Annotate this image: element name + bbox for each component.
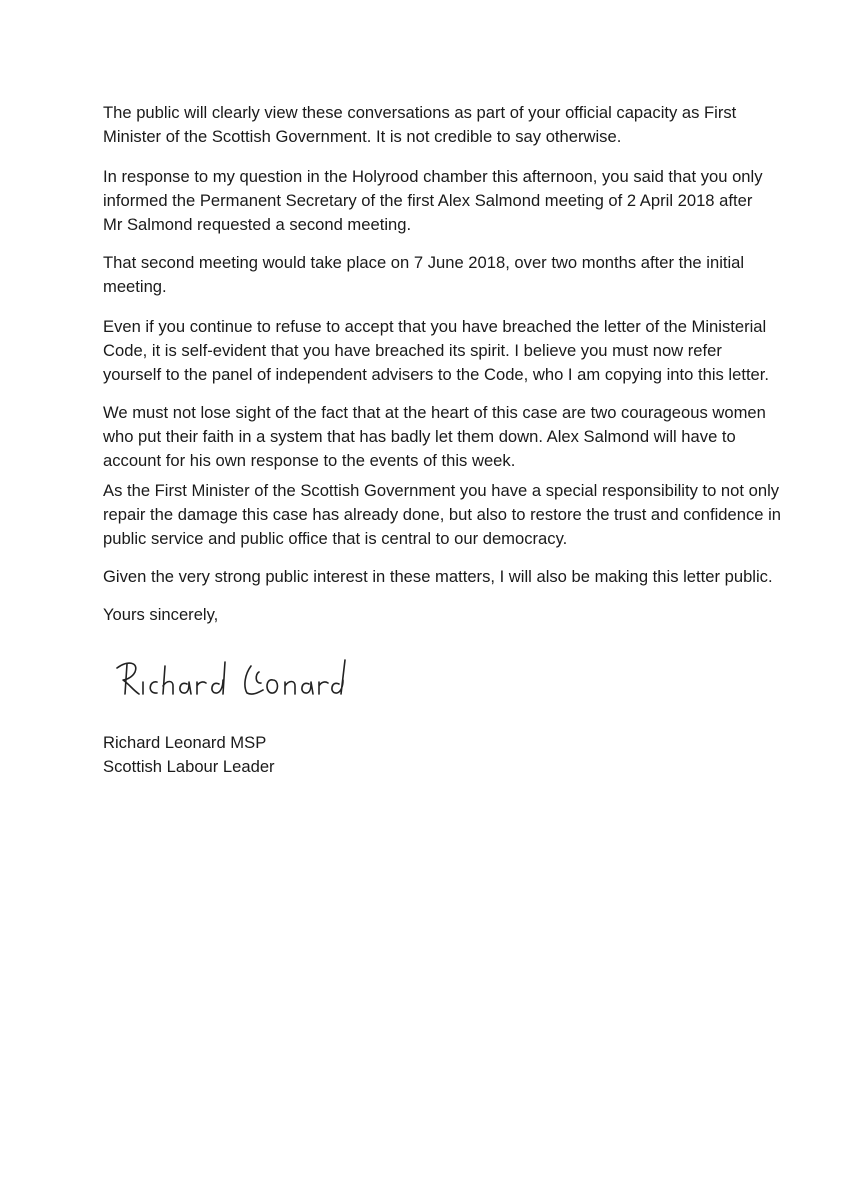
signatory-name: Richard Leonard MSP [103,733,267,752]
signature-stroke [319,682,328,694]
paragraph-line: who put their faith in a system that has badly let them down. Alex Salmond will have to [103,427,736,446]
letter-paragraph-5 [103,401,803,473]
letter-closing [103,603,803,627]
paragraph-line: That second meeting would take place on 7 June 2018, over two months after the initial [103,253,745,272]
letter-paragraph-4 [103,315,803,387]
letter-paragraph-3 [103,251,803,299]
signature-stroke [285,682,295,695]
signature-stroke [256,672,261,683]
letter-paragraph-7 [103,565,803,589]
paragraph-line: public service and public office that is central to our democracy. [103,529,568,548]
paragraph-line: Code, it is self-evident that you have breached its spirit. I believe you must now refer [103,341,722,360]
signature-stroke [267,680,278,693]
signature-stroke [163,666,173,694]
closing-line: Yours sincerely, [103,605,219,624]
signatory-title: Scottish Labour Leader [103,757,275,776]
paragraph-line: We must not lose sight of the fact that at the heart of this case are two courageous women [103,403,766,422]
signature-stroke [180,682,191,694]
letter-paragraph-1 [103,101,803,149]
paragraph-line: Even if you continue to refuse to accept that you have breached the letter of the Ministerial [103,317,767,336]
signature-stroke [212,662,225,694]
paragraph-line: meeting. [103,277,167,296]
handwritten-signature [113,650,353,710]
signature-stroke [302,682,313,694]
paragraph-line: In response to my question in the Holyrood chamber this afternoon, you said that you only [103,167,763,186]
paragraph-line: The public will clearly view these conversations as part of your official capacity as First [103,103,737,122]
letter-paragraph-2 [103,165,803,237]
paragraph-line: repair the damage this case has already done, but also to restore the trust and confidence in [103,505,781,524]
signature-stroke [150,682,157,693]
signatory-block [103,731,803,779]
signature-stroke [332,660,345,694]
paragraph-line: Minister of the Scottish Government. It is not credible to say otherwise. [103,127,622,146]
signature-stroke [117,663,139,694]
signature-stroke [245,666,263,694]
paragraph-line: account for his own response to the events of this week. [103,451,516,470]
paragraph-line: As the First Minister of the Scottish Government you have a special responsibility to not only [103,481,780,500]
signature-stroke [197,682,206,694]
paragraph-line: Mr Salmond requested a second meeting. [103,215,412,234]
paragraph-line: informed the Permanent Secretary of the first Alex Salmond meeting of 2 April 2018 after [103,191,753,210]
paragraph-line: yourself to the panel of independent advisers to the Code, who I am copying into this letter. [103,365,770,384]
paragraph-line: Given the very strong public interest in these matters, I will also be making this letter public. [103,567,773,586]
letter-paragraph-6 [103,479,803,551]
